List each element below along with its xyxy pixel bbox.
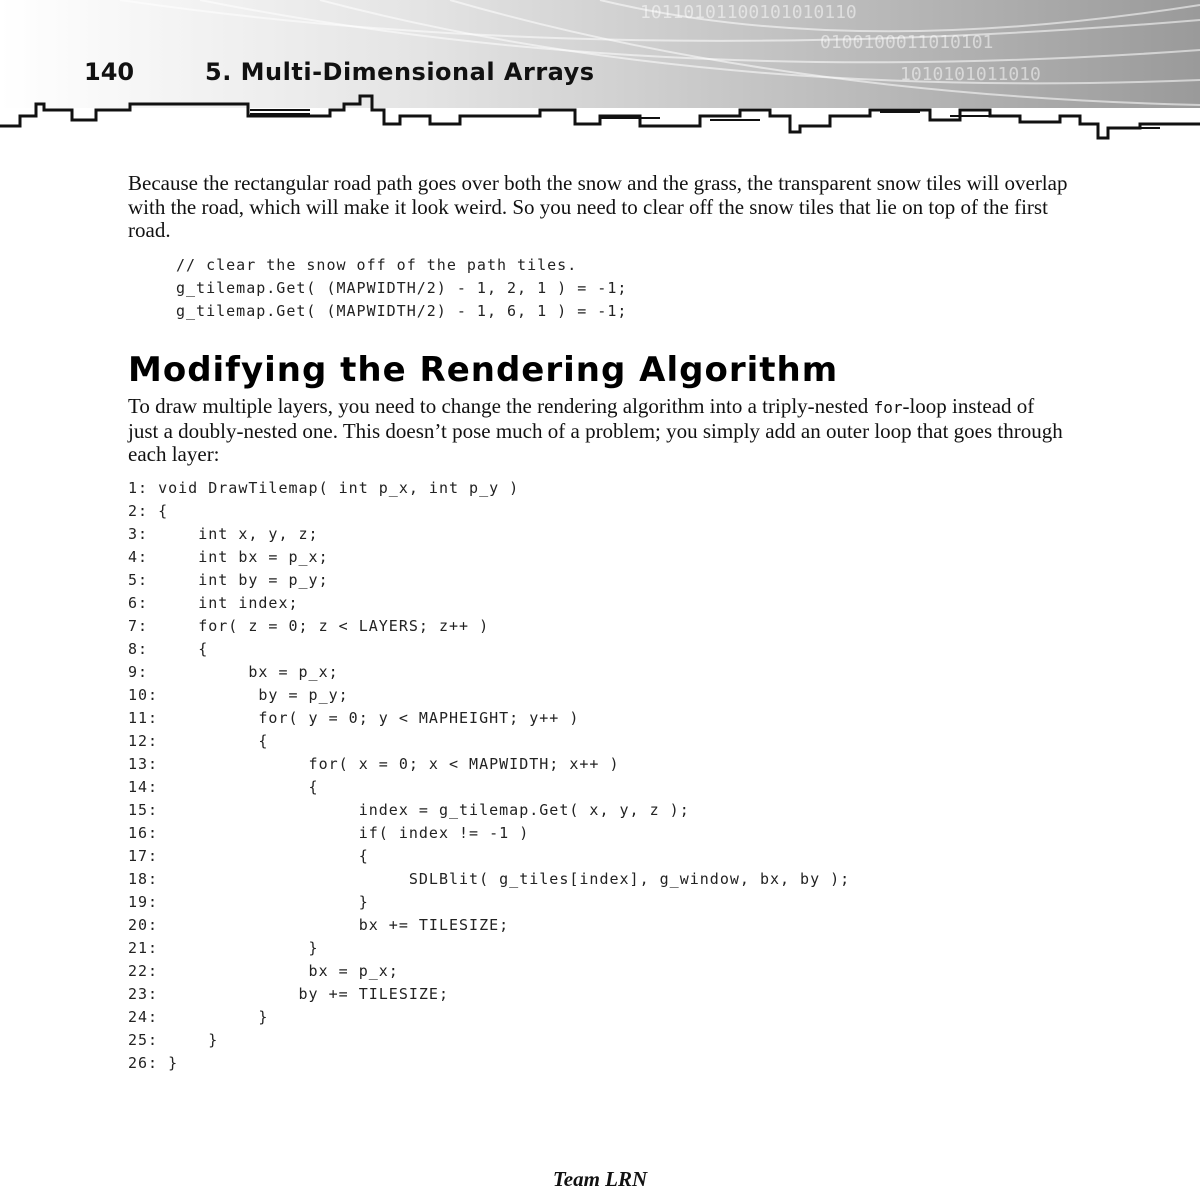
code-line: 1: void DrawTilemap( int p_x, int p_y ) xyxy=(128,479,520,497)
code-listing xyxy=(128,477,850,1075)
code-line: 5: int by = p_y; xyxy=(128,571,329,589)
paragraph-text: -loop instead of just a doubly-nested one. This doesn’t pose much of a problem; you simply add an outer loop that goes through each layer: xyxy=(128,394,1063,466)
code-line: 12: { xyxy=(128,732,269,750)
code-line: 23: by += TILESIZE; xyxy=(128,985,449,1003)
code-line: 22: bx = p_x; xyxy=(128,962,399,980)
code-line: 4: int bx = p_x; xyxy=(128,548,329,566)
code-line: 9: bx = p_x; xyxy=(128,663,339,681)
code-line: 3: int x, y, z; xyxy=(128,525,319,543)
code-line: // clear the snow off of the path tiles. xyxy=(176,256,578,274)
section-heading: Modifying the Rendering Algorithm xyxy=(128,350,839,390)
code-line: 17: { xyxy=(128,847,369,865)
code-line: 10: by = p_y; xyxy=(128,686,349,704)
code-line: 19: } xyxy=(128,893,369,911)
code-line: 13: for( x = 0; x < MAPWIDTH; x++ ) xyxy=(128,755,620,773)
svg-text:1010101011010: 1010101011010 xyxy=(900,64,1041,85)
code-line: g_tilemap.Get( (MAPWIDTH/2) - 1, 6, 1 ) = -1; xyxy=(176,302,628,320)
svg-text:10110101100101010110: 10110101100101010110 xyxy=(640,2,857,23)
footer-text: Team LRN xyxy=(552,1167,648,1191)
code-line: 15: index = g_tilemap.Get( x, y, z ); xyxy=(128,801,690,819)
code-line: 7: for( z = 0; z < LAYERS; z++ ) xyxy=(128,617,490,635)
code-snippet xyxy=(176,254,627,323)
code-line: 21: } xyxy=(128,939,319,957)
code-line: g_tilemap.Get( (MAPWIDTH/2) - 1, 2, 1 ) = -1; xyxy=(176,279,628,297)
code-line: 25: } xyxy=(128,1031,219,1049)
code-line: 2: { xyxy=(128,502,169,520)
code-line: 8: { xyxy=(128,640,209,658)
inline-code: for xyxy=(873,398,903,417)
paragraph-text: To draw multiple layers, you need to change the rendering algorithm into a triply-nested xyxy=(128,394,874,418)
code-line: 6: int index; xyxy=(128,594,299,612)
code-line: 26: } xyxy=(128,1054,179,1072)
code-line: 24: } xyxy=(128,1008,269,1026)
intro-paragraph: Because the rectangular road path goes over both the snow and the grass, the transparent snow tiles will overlap with the road, which will make it look weird. So you need to clear off the snow tiles that lie on top of the first road. xyxy=(128,171,1068,242)
code-line: 20: bx += TILESIZE; xyxy=(128,916,510,934)
code-line: 16: if( index != -1 ) xyxy=(128,824,530,842)
code-line: 18: SDLBlit( g_tiles[index], g_window, bx, by ); xyxy=(128,870,851,888)
svg-text:0100100011010101: 0100100011010101 xyxy=(820,32,994,53)
chapter-title: 5. Multi-Dimensional Arrays xyxy=(205,58,595,86)
code-line: 11: for( y = 0; y < MAPHEIGHT; y++ ) xyxy=(128,709,580,727)
header-decoration xyxy=(0,0,1200,150)
code-line: 14: { xyxy=(128,778,319,796)
section-paragraph xyxy=(128,395,1068,467)
page-number: 140 xyxy=(84,58,135,86)
